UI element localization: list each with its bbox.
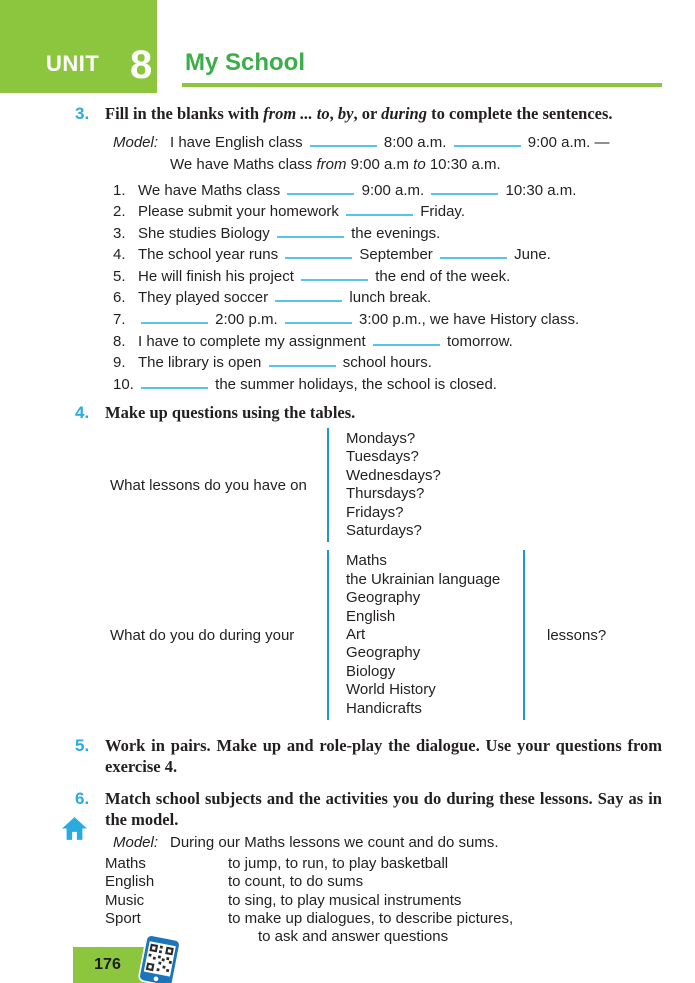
blank-line: [285, 310, 352, 324]
model-example: [113, 132, 695, 176]
table-option: Handicrafts: [346, 699, 422, 717]
sentence-number: 10.: [113, 375, 134, 393]
activity-line: to make up dialogues, to describe pictures,: [228, 909, 514, 927]
sentence-number: 7.: [113, 311, 126, 329]
model-italic-part: from: [316, 155, 347, 173]
model-line-2: [170, 154, 610, 176]
blank-line: [141, 310, 208, 324]
table-option: Wednesdays?: [346, 466, 441, 484]
sentence-row: [113, 223, 695, 245]
sentence-row: [113, 287, 695, 309]
sentence-row: [113, 374, 695, 396]
instruction-italic: from ... to: [263, 104, 330, 123]
unit-title: My School: [185, 49, 306, 76]
fill-in-sentences: [113, 180, 695, 396]
table-option: Thursdays?: [346, 485, 425, 503]
activity-line: to ask and answer questions: [258, 928, 449, 946]
exercise-4-instruction: Make up questions using the tables.: [105, 403, 356, 423]
table-2-options: [327, 550, 525, 720]
sentence-row: [113, 244, 695, 266]
activity-line: to sing, to play musical instruments: [228, 891, 462, 909]
table-1-stem: What lessons do you have on: [110, 476, 307, 494]
blank-line: [141, 375, 208, 389]
table-option: Geography: [346, 589, 421, 607]
table-1-options: [327, 428, 441, 542]
sentence-row: [113, 352, 695, 374]
sentence-row: [113, 201, 695, 223]
table-option: the Ukrainian language: [346, 570, 501, 588]
blank-line: [277, 224, 344, 238]
exercise-5-instruction: Work in pairs. Make up and role-play the dialogue. Use your questions from exercise 4.: [105, 736, 662, 776]
match-row: [105, 873, 695, 891]
blank-line: [440, 245, 507, 259]
model-example-2: [113, 832, 695, 853]
question-table-2: [110, 550, 695, 720]
match-subject: Music: [105, 891, 145, 909]
table-option: Art: [346, 626, 366, 643]
page-number: 176: [94, 956, 121, 973]
table-option: Saturdays?: [346, 521, 422, 539]
blank-line: [310, 133, 377, 147]
sentence-text: 2:00 p.m. 3:00 p.m., we have History class.: [138, 309, 695, 331]
model-text: [170, 132, 610, 176]
blank-line: [346, 202, 413, 216]
instruction-text: Fill in the blanks with: [105, 104, 264, 123]
match-activities: [228, 855, 695, 873]
table-option: Mondays?: [346, 429, 416, 447]
sentence-text: We have Maths class 9:00 a.m. 10:30 a.m.: [138, 181, 577, 199]
sentence-text: Please submit your homework Friday.: [138, 203, 465, 221]
home-icon: [61, 816, 88, 845]
sentence-number: 4.: [113, 246, 126, 264]
sentence-text: They played soccer lunch break.: [138, 289, 432, 307]
activity-line: to jump, to run, to play basketball: [228, 855, 449, 873]
instruction-italic: by: [337, 104, 354, 123]
model-text-part: We have Maths class: [170, 155, 317, 173]
exercise-3: [75, 104, 695, 395]
blank-line: [373, 332, 440, 346]
blank-line: [269, 353, 336, 367]
exercise-4-number: 4.: [75, 403, 90, 423]
model-text: During our Maths lessons we count and do sums.: [170, 834, 499, 852]
match-activities: [228, 892, 695, 910]
sentence-number: 1.: [113, 181, 126, 199]
sentence-number: 9.: [113, 354, 126, 372]
exercise-4: [75, 403, 695, 720]
model-text-part: 9:00 a.m: [346, 155, 414, 173]
table-option: Fridays?: [346, 503, 404, 521]
model-label: Model:: [113, 133, 159, 151]
instruction-italic: during: [381, 104, 427, 123]
qr-code-phone-icon: [137, 933, 183, 983]
match-activities: [228, 910, 695, 947]
match-row: [105, 892, 695, 910]
table-option: English: [346, 607, 396, 625]
exercise-5: [75, 736, 695, 777]
blank-line: [454, 133, 521, 147]
blank-line: [275, 288, 342, 302]
exercise-6-header: [75, 789, 695, 830]
model-label: Model:: [113, 834, 159, 852]
match-row: [105, 910, 695, 947]
match-subject: Sport: [105, 909, 141, 927]
sentence-number: 3.: [113, 224, 126, 242]
sentence-text: The library is open school hours.: [138, 354, 432, 372]
model-text-part: 10:30 a.m.: [425, 155, 501, 173]
question-table-1: [110, 428, 695, 542]
sentence-text: He will finish his project the end of the week.: [138, 267, 511, 285]
table-option: Maths: [346, 552, 387, 570]
table-option: Biology: [346, 662, 396, 680]
table-2-stem: What do you do during your: [110, 626, 295, 644]
sentence-number: 8.: [113, 332, 126, 350]
blank-line: [287, 181, 354, 195]
sentence-text: I have to complete my assignment tomorrow.: [138, 332, 513, 350]
sentence-number: 2.: [113, 203, 126, 221]
unit-number: 8: [130, 43, 153, 87]
blank-line: [285, 245, 352, 259]
exercise-4-header: [75, 403, 695, 424]
unit-label: UNIT: [46, 51, 100, 76]
table-2-tail: lessons?: [547, 626, 607, 644]
exercise-5-header: [75, 736, 695, 777]
match-list: [105, 855, 695, 946]
sentence-number: 6.: [113, 289, 126, 307]
instruction-text: , or: [353, 104, 382, 123]
sentence-text: She studies Biology the evenings.: [138, 224, 441, 242]
match-activities: [228, 873, 695, 891]
sentence-row: [113, 331, 695, 353]
table-option: Geography: [346, 644, 421, 662]
sentence-text: the summer holidays, the school is closed.: [138, 374, 695, 396]
sentence-row: [113, 266, 695, 288]
activity-line: to count, to do sums: [228, 873, 364, 891]
sentence-row: [113, 180, 695, 202]
model-italic-part: to: [413, 155, 426, 173]
match-row: [105, 855, 695, 873]
exercise-6-instruction: Match school subjects and the activities you do during these lessons. Say as in the model.: [105, 789, 662, 829]
sentence-number: 5.: [113, 267, 126, 285]
blank-line: [301, 267, 368, 281]
instruction-text: to complete the sentences.: [426, 104, 613, 123]
model-line-1: I have English class 8:00 a.m. 9:00 a.m. —: [170, 133, 610, 151]
sentence-row: [113, 309, 695, 331]
table-option: Tuesdays?: [346, 448, 419, 466]
instruction-text: ,: [329, 104, 338, 123]
exercise-3-header: [75, 104, 695, 125]
exercise-3-number: 3.: [75, 104, 90, 123]
blank-line: [431, 181, 498, 195]
exercise-5-number: 5.: [75, 736, 90, 756]
sentence-text: The school year runs September June.: [138, 246, 551, 264]
exercise-3-instruction: [105, 104, 662, 125]
exercise-6-number: 6.: [75, 789, 90, 809]
exercise-6: [75, 789, 695, 946]
table-option: World History: [346, 681, 436, 699]
match-subject: Maths: [105, 855, 146, 873]
match-subject: English: [105, 873, 155, 891]
